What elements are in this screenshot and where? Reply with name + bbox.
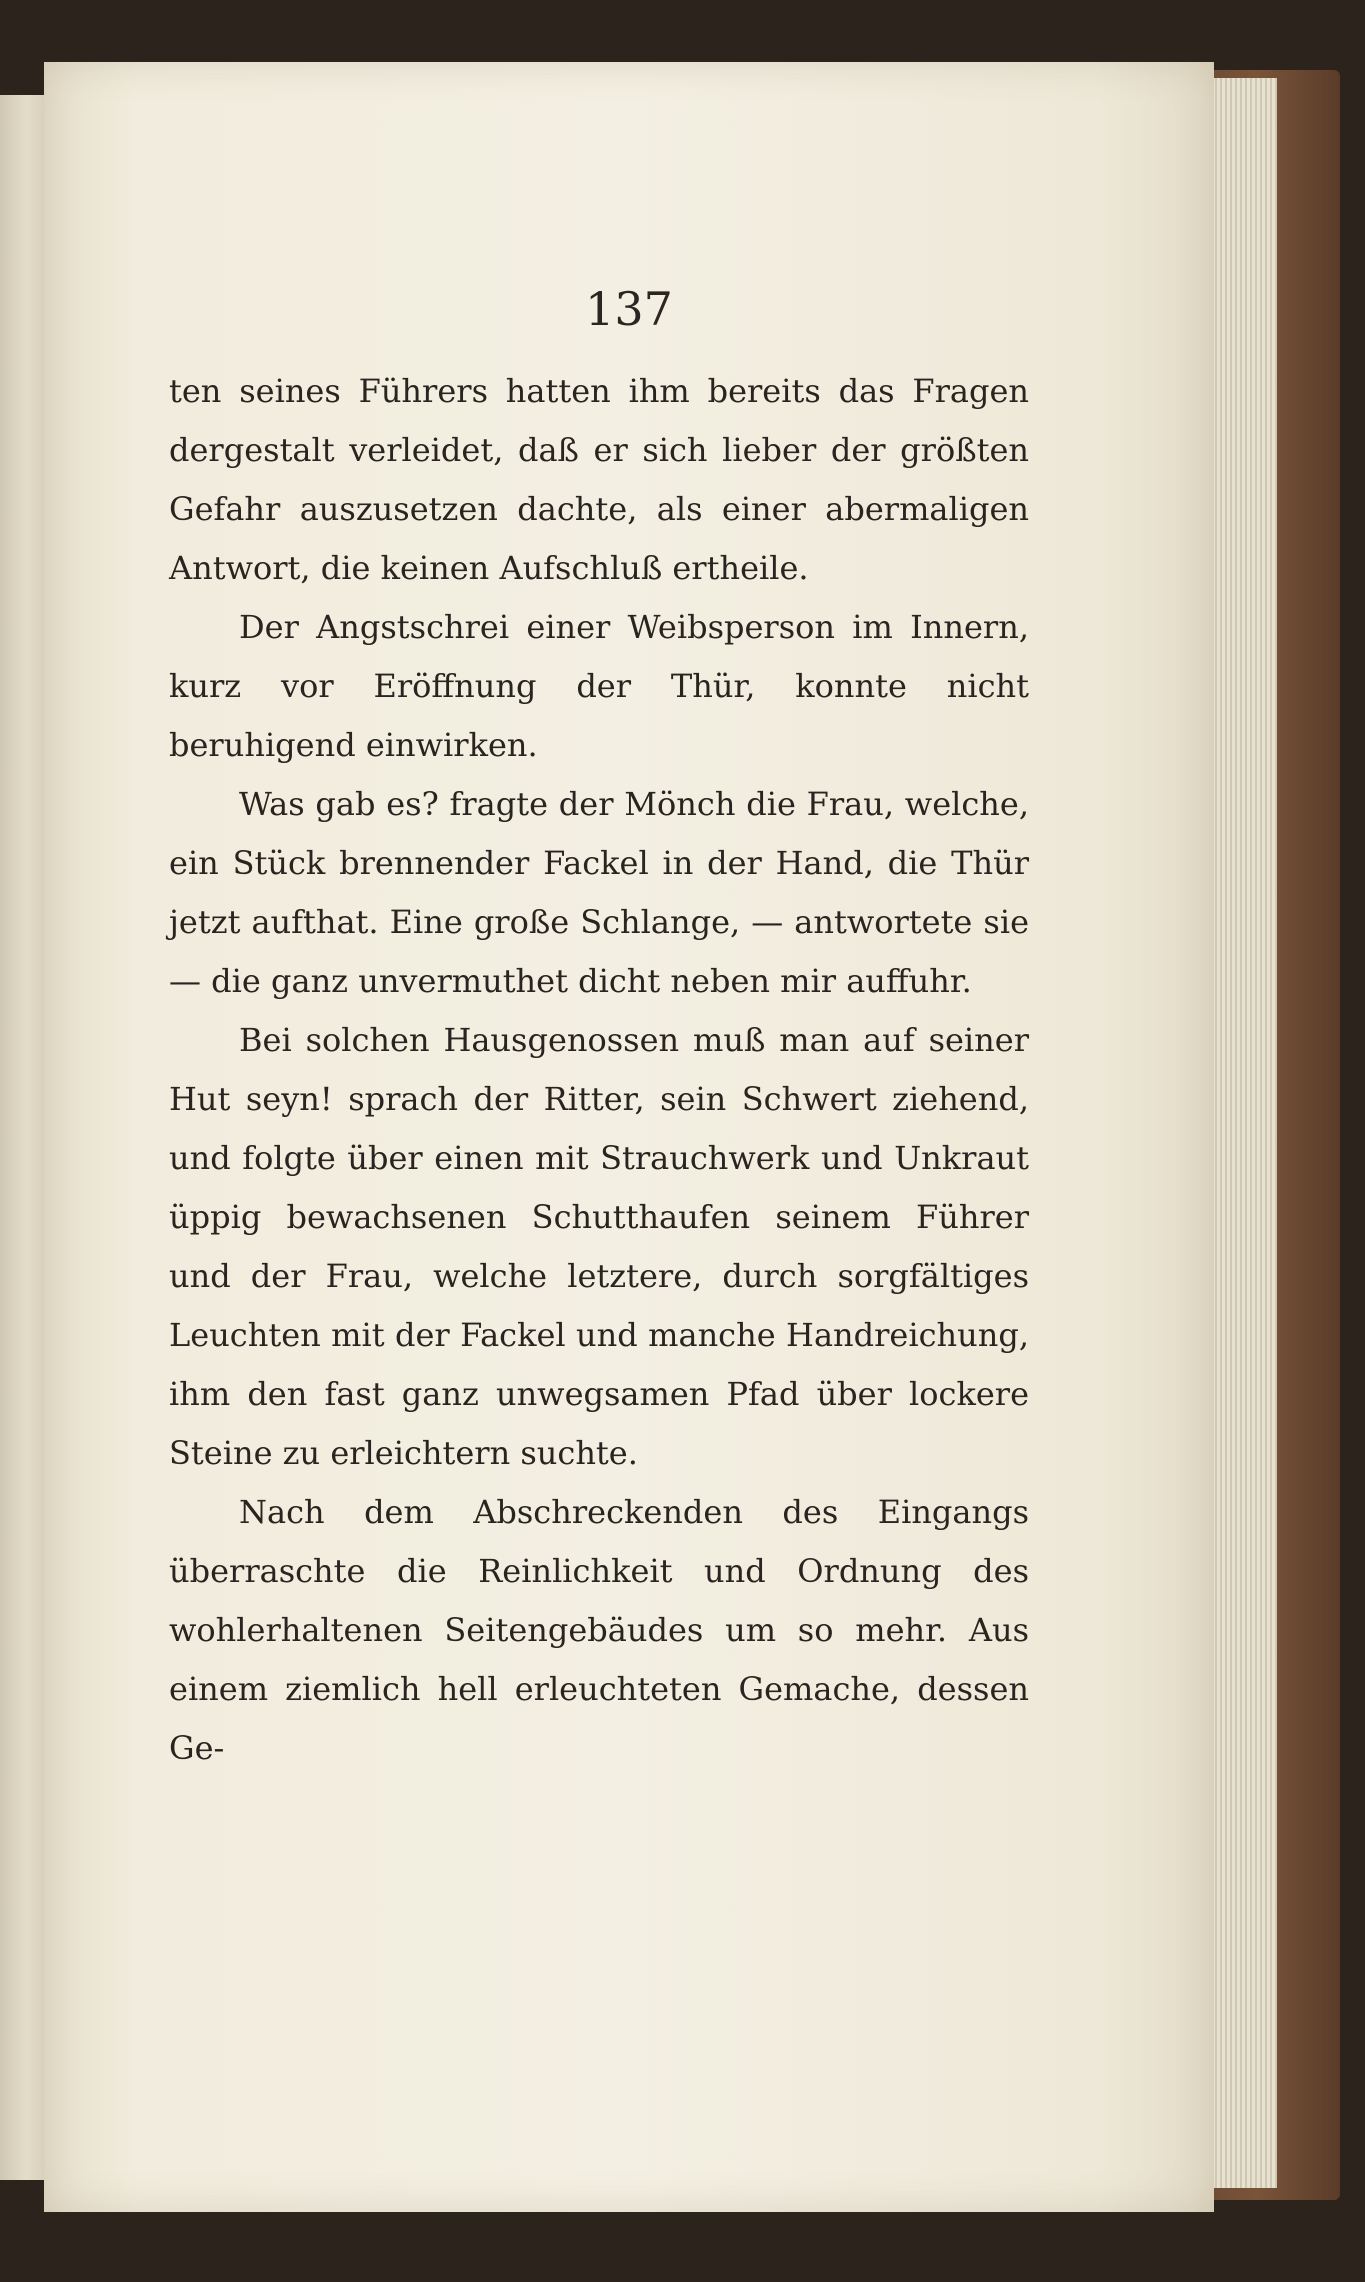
paragraph-4: Bei solchen Hausgenossen muß man auf seiner Hut seyn! sprach der Ritter, sein Schwert ziehend, und folgte über einen mit Strauchwerk und Unkraut üppig bewachsenen Schutthaufen seinem Führer und der Frau, welche letztere, durch sorgfältiges Leuchten mit der Fackel und manche Handreichung, ihm den fast ganz unwegsamen Pfad über lockere Steine zu erleichtern suchte. (169, 1021, 1029, 1472)
paragraph-1: ten seines Führers hatten ihm bereits das Fragen dergestalt verleidet, daß er sich lieber der größten Gefahr auszusetzen dachte, als einer abermaligen Antwort, die keinen Aufschluß ertheile. (169, 372, 1029, 587)
page-text (169, 362, 1029, 1778)
paragraph-5: Nach dem Abschreckenden des Eingangs überraschte die Reinlichkeit und Ordnung des wohlerhaltenen Seitengebäudes um so mehr. Aus einem ziemlich hell erleuchteten Gemache, dessen Ge- (169, 1493, 1029, 1767)
paragraph-2: Der Angstschrei einer Weibsperson im Innern, kurz vor Eröffnung der Thür, konnte nicht beruhigend einwirken. (169, 608, 1029, 764)
page-stack-edge (1205, 78, 1277, 2188)
book-page (44, 62, 1214, 2212)
left-page-edge (0, 95, 46, 2180)
paragraph-3: Was gab es? fragte der Mönch die Frau, welche, ein Stück brennender Fackel in der Hand, die Thür jetzt aufthat. Eine große Schlange, — antwortete sie — die ganz unvermuthet dicht neben mir auffuhr. (169, 785, 1029, 1000)
page-number: 137 (585, 282, 673, 336)
